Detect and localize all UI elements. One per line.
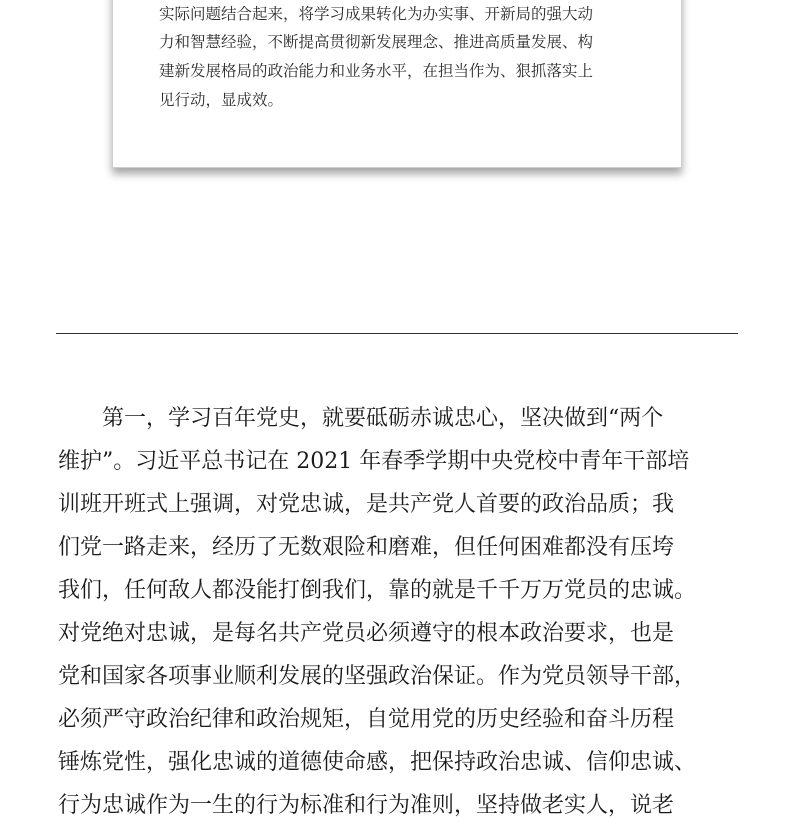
body-line-6: 对党绝对忠诚，是每名共产党员必须遵守的根本政治要求，也是 <box>58 621 675 646</box>
body-line-7: 党和国家各项事业顺利发展的坚强政治保证。作为党员领导干部， <box>58 664 697 689</box>
quote-line-1: 实际问题结合起来，将学习成果转化为办实事、开新局的强大动 <box>159 5 594 23</box>
body-line-5: 我们，任何敌人都没能打倒我们，靠的就是千千万万党员的忠诚。 <box>58 578 697 603</box>
body-line-9: 锤炼党性，强化忠诚的道德使命感，把保持政治忠诚、信仰忠诚、 <box>58 750 697 775</box>
body-line-2: 维护”。习近平总书记在 2021 年春季学期中央党校中青年干部培 <box>58 449 690 474</box>
quote-box <box>112 0 682 168</box>
quote-line-3: 建新发展格局的政治能力和业务水平，在担当作为、狠抓落实上 <box>159 62 594 80</box>
body-line-8: 必须严守政治纪律和政治规矩，自觉用党的历史经验和奋斗历程 <box>58 707 675 732</box>
body-line-4: 们党一路走来，经历了无数艰险和磨难，但任何困难都没有压垮 <box>58 535 675 560</box>
body-line-1: 第一，学习百年党史，就要砥砺赤诚忠心，坚决做到“两个 <box>58 406 664 431</box>
section-divider <box>56 333 738 334</box>
body-line-3: 训班开班式上强调，对党忠诚，是共产党人首要的政治品质；我 <box>58 492 675 517</box>
body-line-10: 行为忠诚作为一生的行为标准和行为准则，坚持做老实人，说老 <box>58 793 675 818</box>
quote-line-2: 力和智慧经验，不断提高贯彻新发展理念、推进高质量发展、构 <box>159 33 594 51</box>
quote-line-4: 见行动，显成效。 <box>159 91 284 109</box>
